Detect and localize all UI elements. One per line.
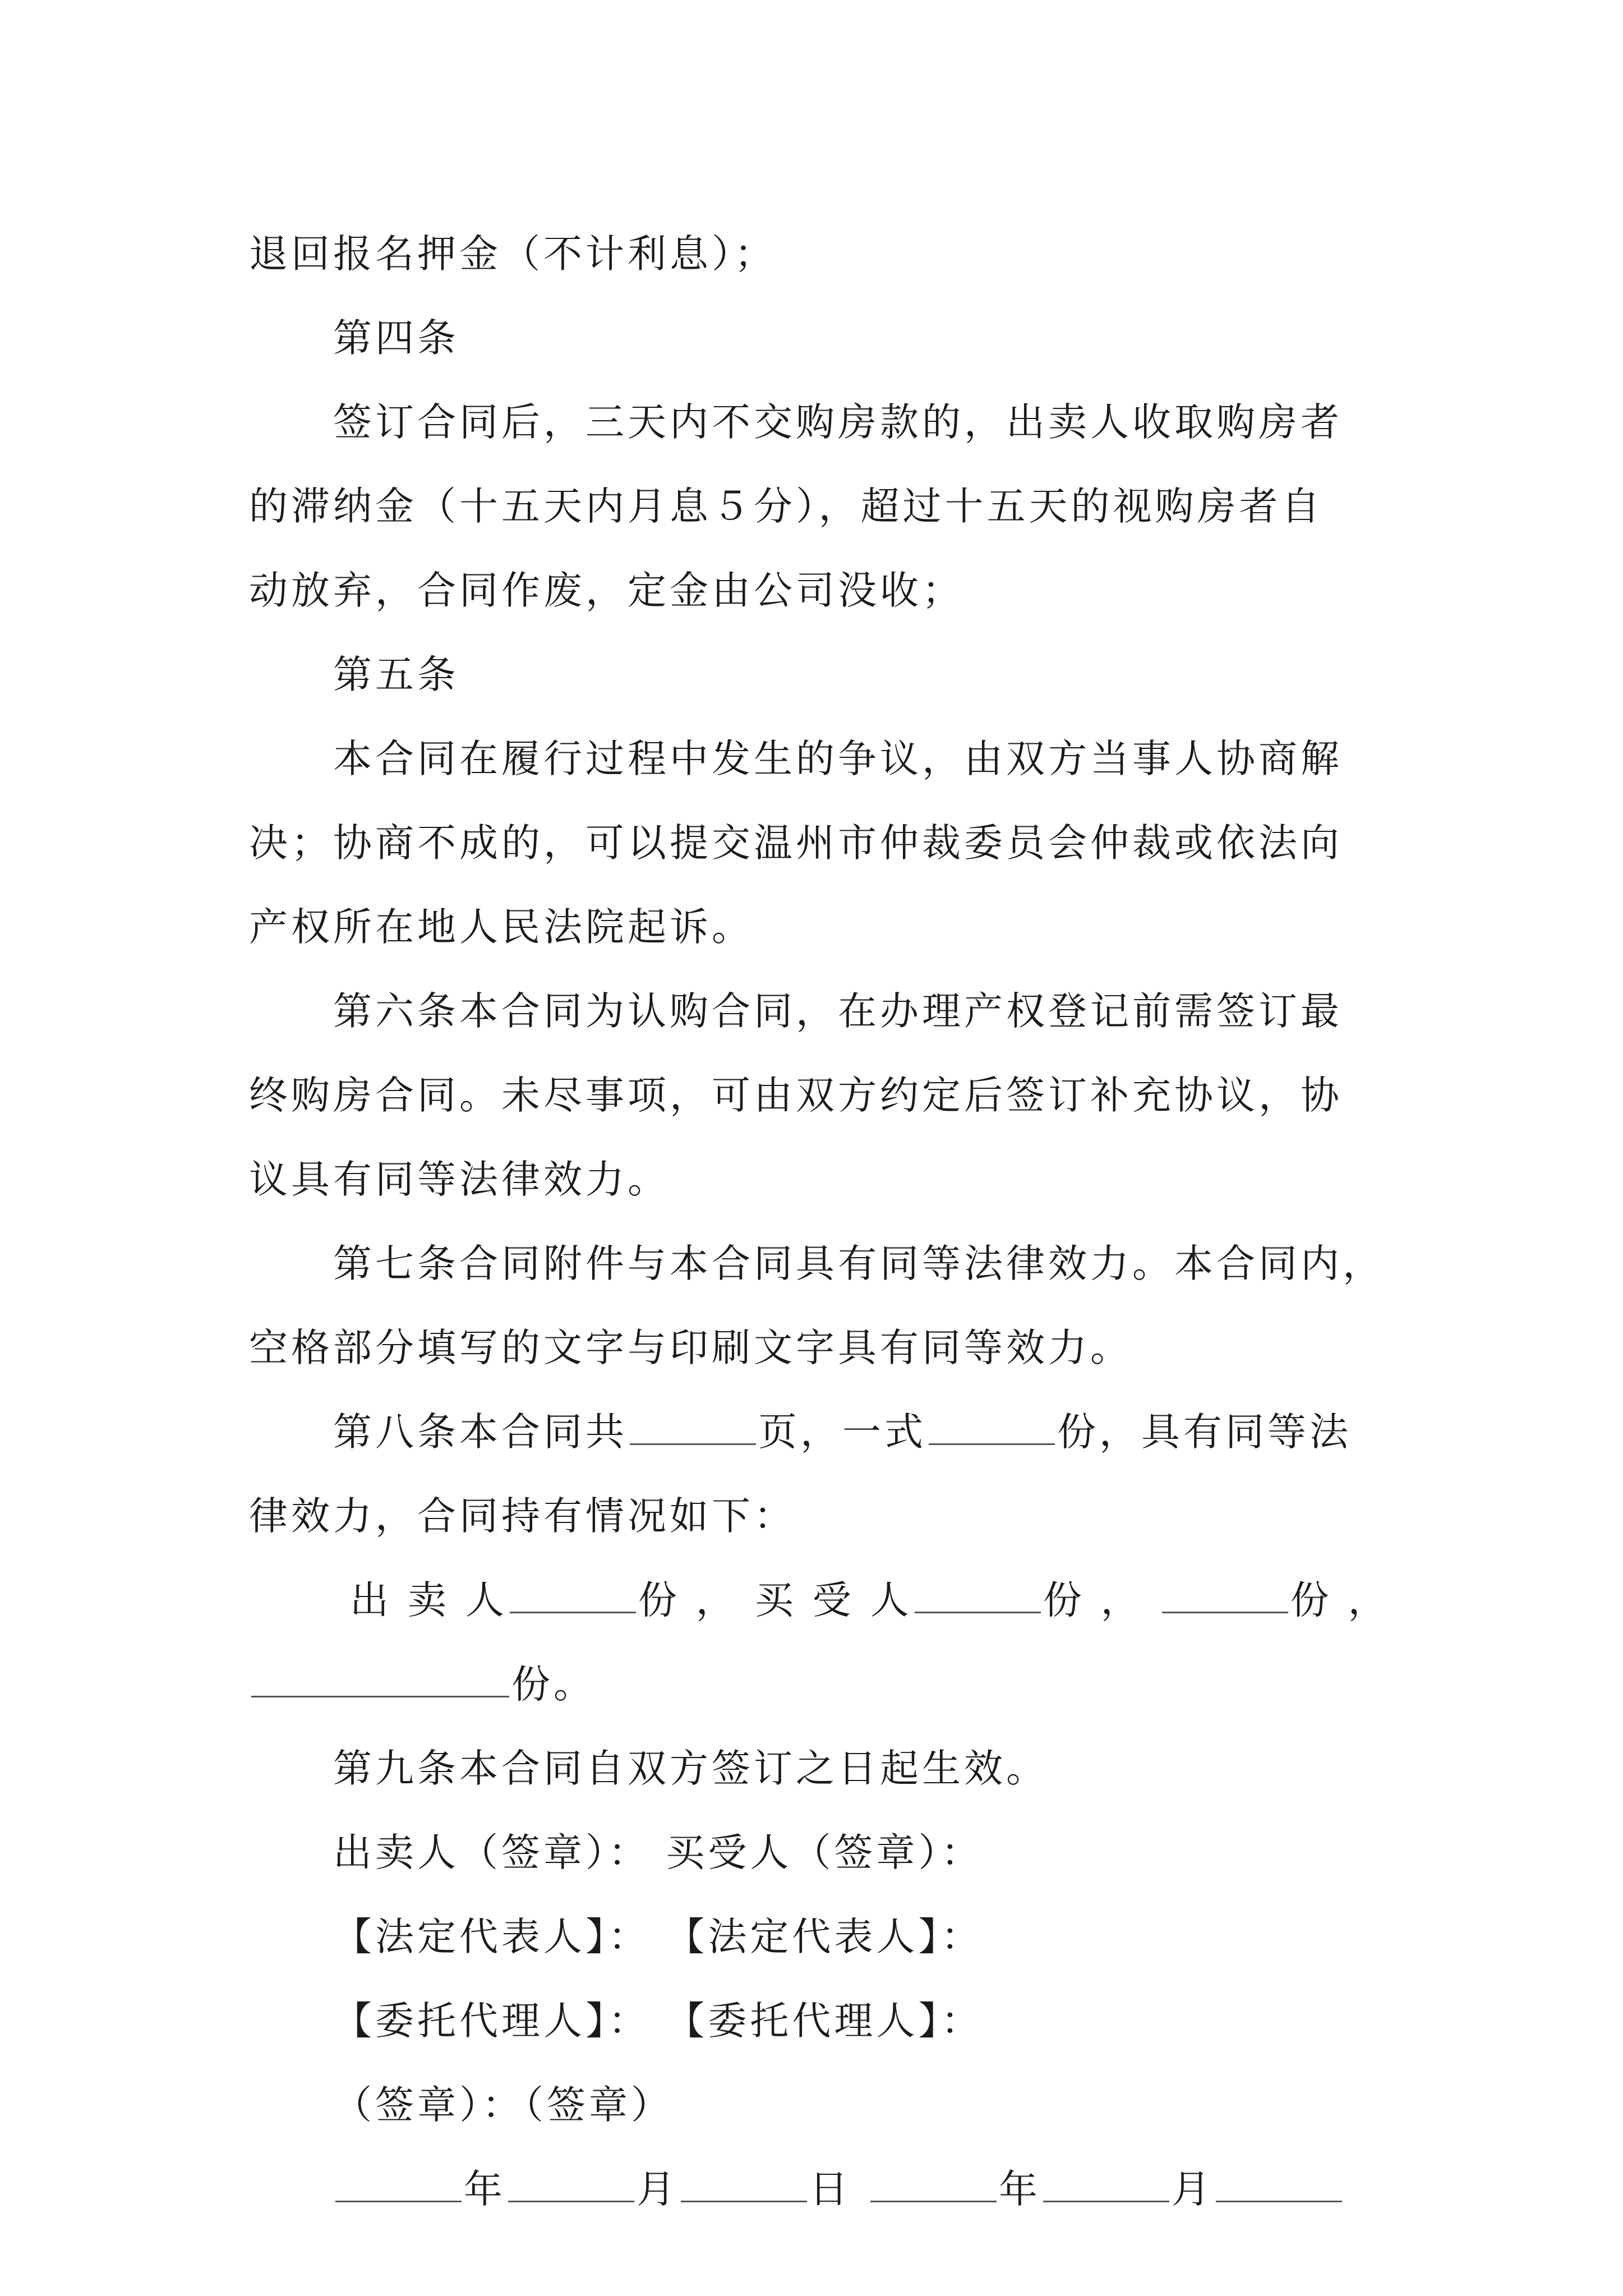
text-line-7: 本合同在履行过程中发生的争议，由双方当事人协商解 (333, 737, 1343, 781)
text-line-3: 签订合同后，三天内不交购房款的，出卖人收取购房者 (333, 400, 1343, 445)
article-5-heading: 第五条 (333, 652, 459, 697)
article-7-line-2: 空格部分填写的文字与印刷文字具有同等效力。 (249, 1326, 1132, 1370)
holding-line-2 (249, 1642, 1393, 1727)
article-8-suffix: 份，具有同等法 (1057, 1410, 1352, 1455)
holding-line (249, 1558, 1393, 1642)
article-6-line-3: 议具有同等法律效力。 (249, 1157, 670, 1202)
signature-agent: 【委托代理人】： 【委托代理人】： (333, 1999, 983, 2044)
buyer-day-blank[interactable] (1216, 2166, 1342, 2202)
buyer-month-blank[interactable] (1043, 2166, 1169, 2202)
copies-label-3: 份 ， (1290, 1578, 1390, 1623)
contract-page (249, 212, 1393, 2231)
year-label-2: 年 (999, 2167, 1041, 2212)
signature-seal: （签章）：（签章） (333, 2083, 673, 2128)
extra-holder-blank[interactable] (251, 1661, 509, 1697)
copies-label-4: 份。 (511, 1662, 596, 1707)
copies-blank[interactable] (929, 1409, 1055, 1445)
article-8-mid: 页，一式 (758, 1410, 926, 1455)
article-6-line-2: 终购房合同。未尽事项，可由双方约定后签订补充协议，协 (249, 1073, 1343, 1118)
pages-blank[interactable] (630, 1409, 756, 1445)
article-7-line-1: 第七条合同附件与本合同具有同等法律效力。本合同内， (333, 1241, 1385, 1286)
buyer-year-blank[interactable] (870, 2166, 997, 2202)
article-4-heading: 第四条 (333, 316, 459, 361)
month-label-1: 月 (637, 2167, 679, 2212)
copies-label-1: 份 ， (638, 1578, 738, 1623)
seller-month-blank[interactable] (508, 2166, 634, 2202)
month-label-2: 月 (1172, 2167, 1214, 2212)
text-line-9: 产权所在地人民法院起诉。 (249, 905, 754, 950)
article-8-line-2: 律效力，合同持有情况如下： (249, 1494, 796, 1539)
buyer-copies-blank[interactable] (915, 1577, 1041, 1613)
buyer-label: 买 受 人 (754, 1578, 912, 1623)
seller-copies-blank[interactable] (510, 1577, 636, 1613)
seller-day-blank[interactable] (681, 2166, 807, 2202)
article-6-line-1: 第六条本合同为认购合同，在办理产权登记前需签订最 (333, 989, 1343, 1034)
seller-year-blank[interactable] (335, 2166, 462, 2202)
text-line-4: 的滞纳金（十五天内月息５分），超过十五天的视购房者自 (249, 484, 1324, 529)
article-8-line-1 (249, 1390, 1393, 1474)
article-8-prefix: 第八条本合同共 (333, 1410, 628, 1455)
day-label-1: 日 (809, 2167, 851, 2212)
text-line-1: 退回报名押金（不计利息）； (249, 232, 777, 277)
other-copies-blank[interactable] (1162, 1577, 1288, 1613)
text-line-5: 动放弃，合同作废，定金由公司没收； (249, 568, 964, 613)
date-line (249, 2147, 1393, 2231)
copies-label-2: 份 ， (1043, 1578, 1143, 1623)
seller-label: 出 卖 人 (350, 1578, 508, 1623)
article-9: 第九条本合同自双方签订之日起生效。 (333, 1746, 1048, 1791)
year-label-1: 年 (464, 2167, 506, 2212)
signature-parties: 出卖人（签章）： 买受人（签章）： (333, 1830, 983, 1875)
signature-legal-rep: 【法定代表人】： 【法定代表人】： (333, 1915, 983, 1959)
text-line-8: 决；协商不成的，可以提交温州市仲裁委员会仲裁或依法向 (249, 821, 1343, 866)
